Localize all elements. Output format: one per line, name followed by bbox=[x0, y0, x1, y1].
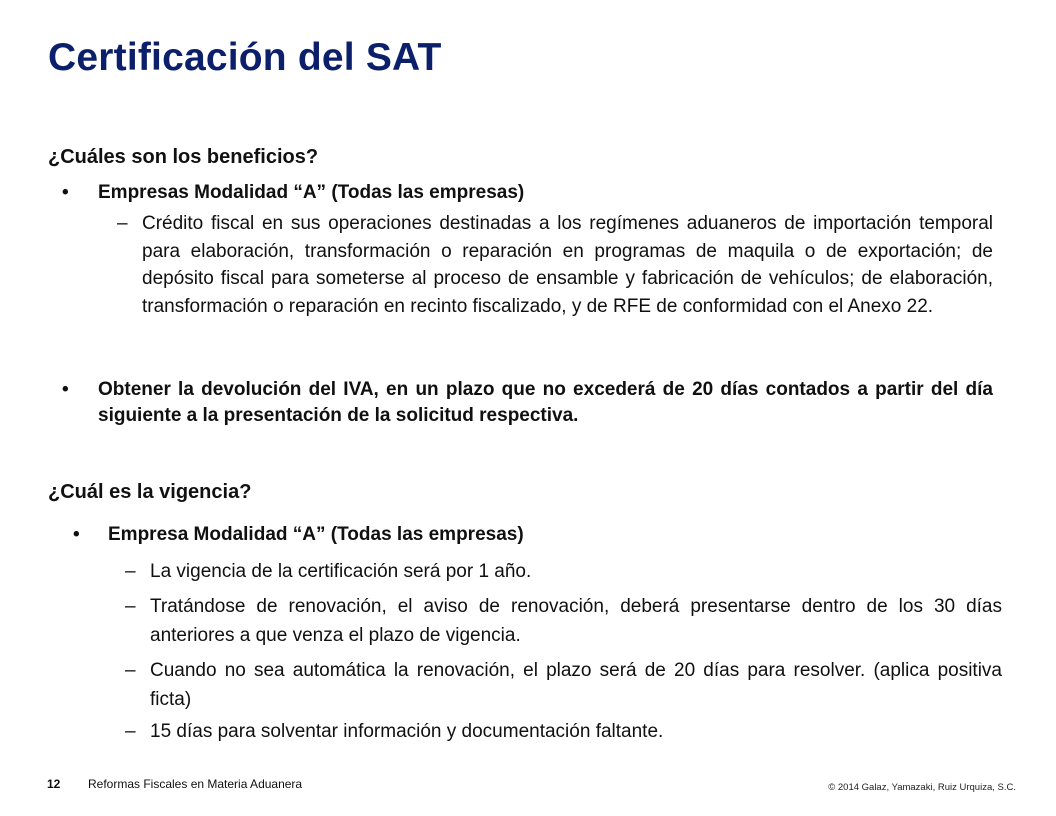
bullet-text: Empresas Modalidad “A” (Todas las empresas) bbox=[98, 182, 525, 203]
sub-item-text: Crédito fiscal en sus operaciones destinadas a los regímenes aduaneros de importación temporal para elaboración, transformación o reparación en programas de maquila o de exportación; de depósito fiscal para someterse al proceso de ensamble y fabricación de vehículos; de elaboración, transformación o reparación en recinto fiscalizado, y de RFE de conformidad con el Anexo 22. bbox=[142, 213, 993, 317]
validity-bullet-1 bbox=[73, 522, 988, 548]
validity-item-4 bbox=[125, 718, 1002, 746]
dash-marker: – bbox=[125, 660, 136, 681]
benefits-bullet-1 bbox=[62, 180, 993, 206]
page-title: Certificación del SAT bbox=[48, 36, 442, 79]
dash-marker: – bbox=[117, 213, 128, 234]
item-text: Cuando no sea automática la renovación, el plazo será de 20 días para resolver. (aplica positiva ficta) bbox=[150, 660, 1002, 710]
validity-item-3 bbox=[125, 656, 1002, 714]
benefits-sub-item-1 bbox=[117, 210, 993, 320]
validity-item-1 bbox=[125, 558, 1002, 586]
dash-marker: – bbox=[125, 561, 136, 582]
copyright-notice: © 2014 Galaz, Yamazaki, Ruiz Urquiza, S.C. bbox=[828, 782, 1016, 793]
item-text: Tratándose de renovación, el aviso de renovación, deberá presentarse dentro de los 30 días anteriores a que venza el plazo de vigencia. bbox=[150, 596, 1002, 646]
item-text: La vigencia de la certificación será por 1 año. bbox=[150, 561, 532, 582]
bullet-marker: • bbox=[62, 379, 69, 400]
bullet-marker: • bbox=[62, 182, 69, 203]
benefits-bullet-2 bbox=[62, 377, 993, 429]
validity-item-2 bbox=[125, 592, 1002, 650]
bullet-text: Obtener la devolución del IVA, en un plazo que no excederá de 20 días contados a partir del día siguiente a la presentación de la solicitud respectiva. bbox=[98, 379, 993, 426]
bullet-marker: • bbox=[73, 524, 80, 545]
footer-document-title: Reformas Fiscales en Materia Aduanera bbox=[88, 777, 303, 791]
item-text: 15 días para solventar información y documentación faltante. bbox=[150, 721, 664, 742]
benefits-question: ¿Cuáles son los beneficios? bbox=[48, 146, 319, 168]
dash-marker: – bbox=[125, 596, 136, 617]
validity-question: ¿Cuál es la vigencia? bbox=[48, 481, 252, 503]
page-number: 12 bbox=[47, 777, 61, 791]
bullet-text: Empresa Modalidad “A” (Todas las empresas) bbox=[108, 524, 524, 545]
dash-marker: – bbox=[125, 721, 136, 742]
